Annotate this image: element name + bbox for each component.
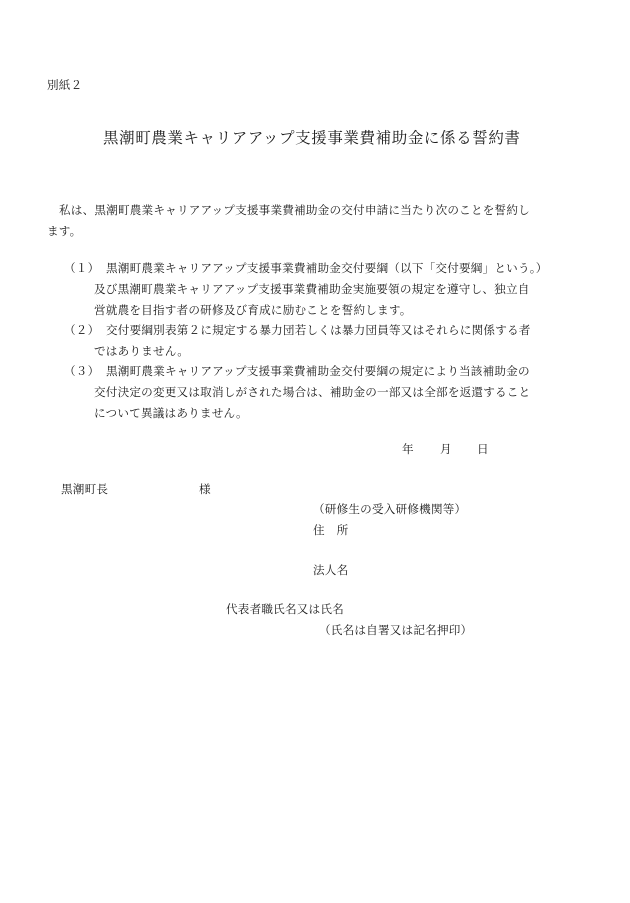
- item-1-number: （１）: [64, 261, 100, 275]
- intro-line-2: ます。: [47, 224, 82, 238]
- document-title: 黒潮町農業キャリアアップ支援事業費補助金に係る誓約書: [103, 129, 521, 147]
- item-2-number: （２）: [64, 323, 100, 337]
- applicant-org-note: （研修生の受入研修機関等）: [313, 502, 467, 516]
- intro-line-1: 私は、黒潮町農業キャリアアップ支援事業費補助金の交付申請に当たり次のことを誓約し: [59, 203, 530, 217]
- item-2-line-1: 交付要綱別表第２に規定する暴力団若しくは暴力団員等又はそれらに関係する者: [106, 323, 531, 337]
- addressee-honorific: 様: [199, 482, 211, 496]
- addressee-name: 黒潮町長: [61, 482, 109, 496]
- attachment-label: 別紙２: [47, 78, 83, 92]
- applicant-address-label: 住 所: [313, 523, 349, 537]
- date-month: 月: [440, 442, 452, 456]
- item-3-line-1: 黒潮町農業キャリアアップ支援事業費補助金交付要綱の規定により当該補助金の: [106, 364, 530, 378]
- applicant-corp-label: 法人名: [313, 563, 349, 577]
- item-1-line-2: 及び黒潮町農業キャリアアップ支援事業費補助金実施要領の規定を遵守し、独立自: [94, 282, 530, 296]
- item-3-line-2: 交付決定の変更又は取消しがされた場合は、補助金の一部又は全部を返還すること: [94, 385, 531, 399]
- item-3-number: （３）: [64, 364, 100, 378]
- item-3-line-3: について異議はありません。: [94, 406, 248, 420]
- date-day: 日: [477, 442, 489, 456]
- date-year: 年: [402, 442, 414, 456]
- item-2-line-2: ではありません。: [94, 344, 190, 358]
- item-1-line-1: 黒潮町農業キャリアアップ支援事業費補助金交付要綱（以下「交付要綱」という。）: [106, 261, 548, 275]
- applicant-rep-label: 代表者職氏名又は氏名: [226, 602, 344, 616]
- applicant-sign-note: （氏名は自署又は記名押印）: [319, 623, 473, 637]
- item-1-line-3: 営就農を目指す者の研修及び育成に励むことを誓約します。: [94, 303, 412, 317]
